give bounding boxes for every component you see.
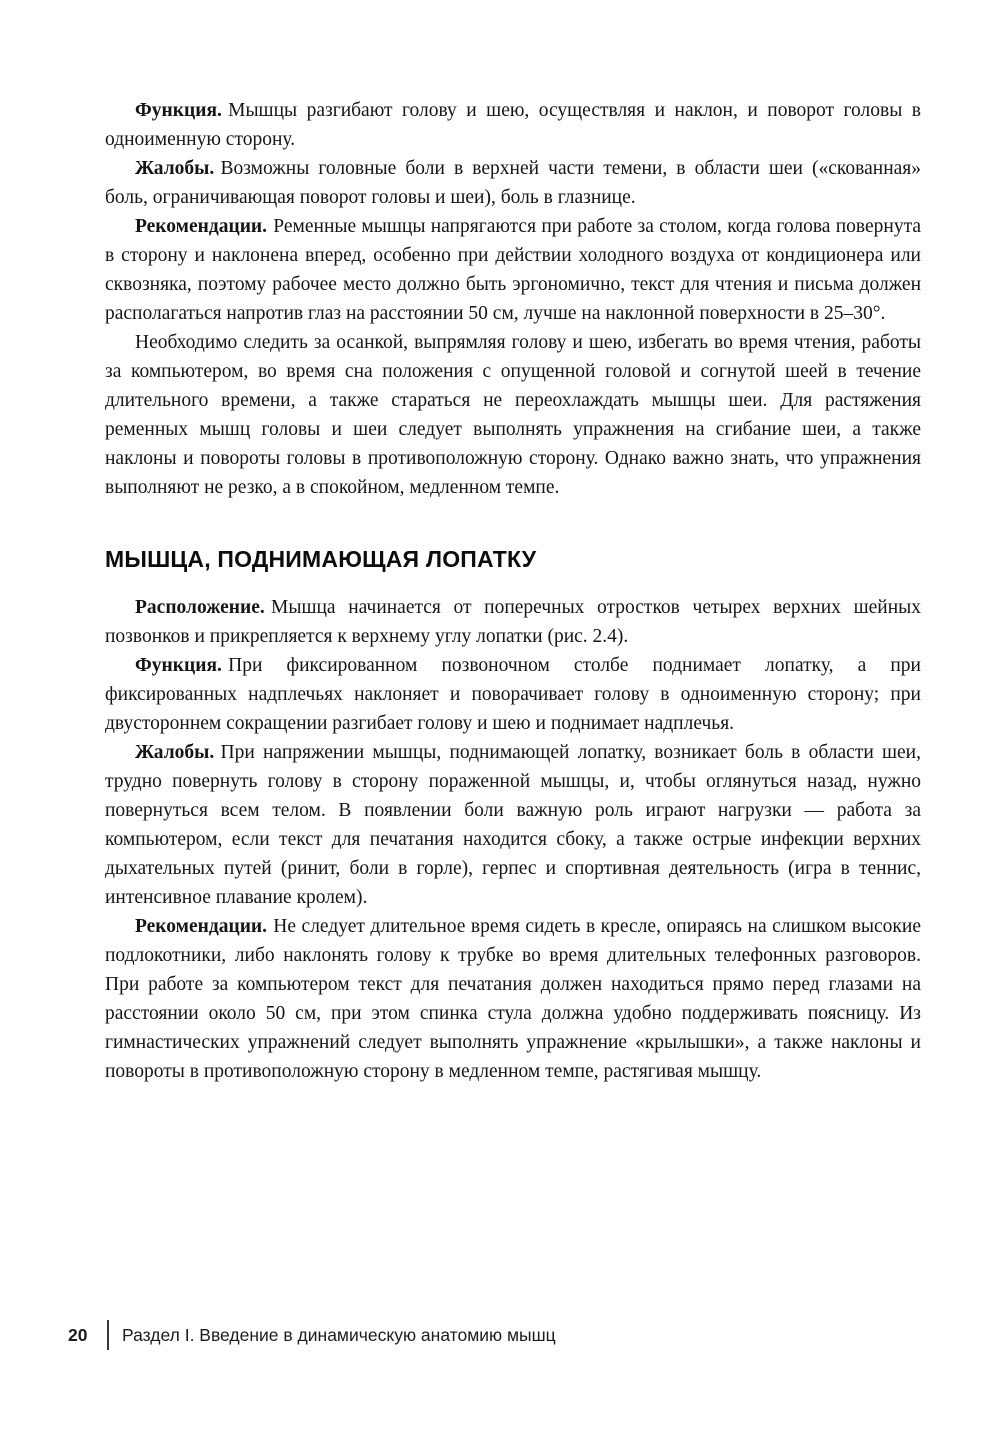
paragraph-label: Жалобы. bbox=[135, 158, 215, 179]
paragraph-text: При фиксированном позвоночном столбе поднимает лопатку, а при фиксированных надплечьях наклоняет и поворачивает голову в одноименную сторону; при двустороннем сокращении разгибает голову и шею и поднимает надплечья. bbox=[105, 655, 921, 734]
paragraph-zhaloby-1 bbox=[105, 154, 921, 212]
footer-divider bbox=[107, 1320, 109, 1350]
paragraph-text: Необходимо следить за осанкой, выпрямляя голову и шею, избегать во время чтения, работы за компьютером, во время сна положения с опущенной головой и согнутой шеей в течение длительного времени, а также стараться не переохлаждать мышцы шеи. Для растяжения ременных мышц головы и шеи следует выполнять упражнения на сгибание шеи, а также наклоны и повороты головы в противоположную сторону. Однако важно знать, что упражнения выполняют не резко, а в спокойном, медленном темпе. bbox=[105, 332, 921, 498]
paragraph-label: Расположение. bbox=[135, 597, 265, 618]
paragraph-label: Функция. bbox=[135, 655, 222, 676]
section-heading: МЫШЦА, ПОДНИМАЮЩАЯ ЛОПАТКУ bbox=[105, 546, 537, 572]
page-content bbox=[105, 96, 921, 1086]
paragraph-rekomendacii-1 bbox=[105, 212, 921, 328]
paragraph-text: Ременные мышцы напрягаются при работе за столом, когда голова повернута в сторону и наклонена вперед, особенно при действии холодного воздуха от кондиционера или сквозняка, поэтому рабочее место должно быть эргономично, текст для чтения и письма должен располагаться напротив глаз на расстоянии 50 см, лучше на наклонной поверхности в 25–30°. bbox=[105, 216, 921, 324]
page-number: 20 bbox=[68, 1324, 88, 1345]
paragraph-text: Мышца начинается от поперечных отростков четырех верхних шейных позвонков и прикрепляется к верхнему углу лопатки (рис. 2.4). bbox=[105, 597, 921, 647]
page-footer bbox=[68, 1320, 556, 1350]
paragraph-zhaloby-2 bbox=[105, 738, 921, 912]
paragraph-rekomendacii-2 bbox=[105, 912, 921, 1086]
footer-caption: Раздел I. Введение в динамическую анатомию мышц bbox=[122, 1324, 556, 1345]
paragraph-funkciya-2 bbox=[105, 651, 921, 738]
paragraph-text: Мышцы разгибают голову и шею, осуществляя и наклон, и поворот головы в одноименную сторону. bbox=[105, 100, 921, 150]
paragraph-label: Рекомендации. bbox=[135, 216, 268, 237]
paragraph-text: Возможны головные боли в верхней части темени, в области шеи («скованная» боль, ограничивающая поворот головы и шеи), боль в глазнице. bbox=[105, 158, 921, 208]
paragraph-plain bbox=[105, 328, 921, 502]
paragraph-label: Жалобы. bbox=[135, 742, 215, 763]
paragraph-label: Рекомендации. bbox=[135, 916, 268, 937]
paragraph-text: Не следует длительное время сидеть в кресле, опираясь на слишком высокие подлокотники, либо наклонять голову к трубке во время длительных телефонных разговоров. При работе за компьютером текст для печатания должен находиться прямо перед глазами на расстоянии около 50 см, при этом спинка стула должна удобно поддерживать поясницу. Из гимнастических упражнений следует выполнять упражнение «крылышки», а также наклоны и повороты в противоположную сторону в медленном темпе, растягивая мышцу. bbox=[105, 916, 921, 1082]
paragraph-label: Функция. bbox=[135, 100, 222, 121]
paragraph-funkciya-1 bbox=[105, 96, 921, 154]
paragraph-text: При напряжении мышцы, поднимающей лопатку, возникает боль в области шеи, трудно повернуть голову в сторону пораженной мышцы, и, чтобы оглянуться назад, нужно повернуться всем телом. В появлении боли важную роль играют нагрузки — работа за компьютером, если текст для печатания находится сбоку, а также острые инфекции верхних дыхательных путей (ринит, боли в горле), герпес и спортивная деятельность (игра в теннис, интенсивное плавание кролем). bbox=[105, 742, 921, 908]
paragraph-raspolozhenie bbox=[105, 593, 921, 651]
